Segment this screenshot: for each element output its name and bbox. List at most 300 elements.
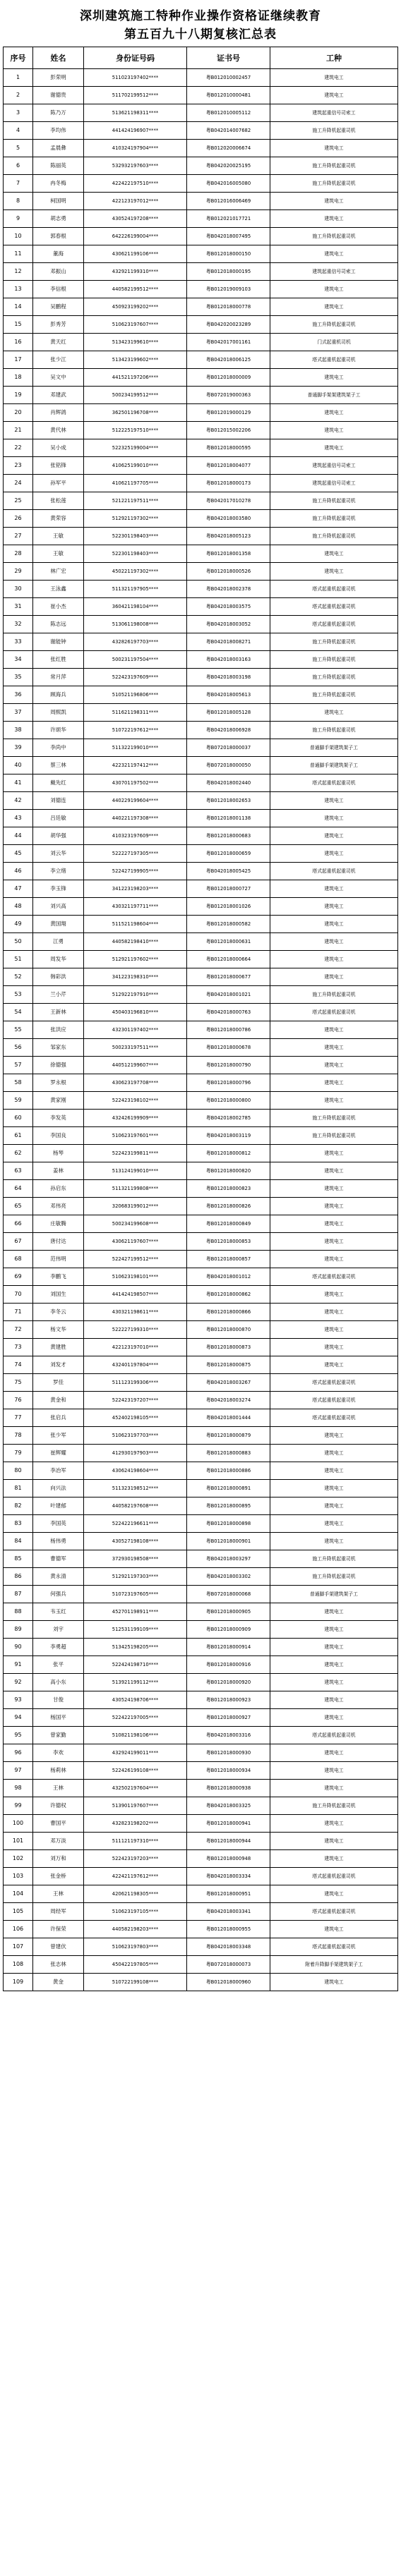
cell-index: 58: [4, 1074, 33, 1092]
cell-certificate-number: 粤B012018000659: [187, 845, 270, 863]
cell-job-type: 建筑电工: [270, 1057, 398, 1074]
table-row: [4, 968, 398, 986]
cell-index: 101: [4, 1833, 33, 1850]
cell-job-type: 建筑电工: [270, 1286, 398, 1304]
cell-certificate-number: 粤B012018000886: [187, 1462, 270, 1480]
cell-name: 叶建郁: [33, 1497, 84, 1515]
cell-index: 37: [4, 704, 33, 722]
cell-id-number: 450221197302****: [84, 563, 187, 581]
cell-job-type: 建筑电工: [270, 1780, 398, 1797]
cell-name: 高小东: [33, 1674, 84, 1691]
cell-name: 邓振山: [33, 263, 84, 281]
cell-id-number: 510722197612****: [84, 722, 187, 739]
cell-certificate-number: 粤B012018000631: [187, 933, 270, 951]
table-row: [4, 87, 398, 104]
cell-certificate-number: 粤B042018003163: [187, 651, 270, 669]
cell-index: 46: [4, 863, 33, 880]
cell-certificate-number: 粤B012018000526: [187, 563, 270, 581]
cell-job-type: 施工升降机起重司机: [270, 986, 398, 1004]
cell-index: 3: [4, 104, 33, 122]
cell-index: 31: [4, 598, 33, 616]
table-row: [4, 616, 398, 633]
cell-id-number: 512531199109****: [84, 1621, 187, 1639]
table-row: [4, 598, 398, 616]
cell-id-number: 511621198311****: [84, 704, 187, 722]
cell-certificate-number: 粤B012018000826: [187, 1198, 270, 1215]
cell-id-number: 430524198706****: [84, 1691, 187, 1709]
cell-id-number: 440229199604****: [84, 792, 187, 810]
cell-name: 黄荣容: [33, 510, 84, 528]
table-row: [4, 175, 398, 193]
cell-certificate-number: 粤B012018000923: [187, 1691, 270, 1709]
cell-certificate-number: 粤B012018000883: [187, 1445, 270, 1462]
cell-certificate-number: 粤B012018000927: [187, 1709, 270, 1727]
table-row: [4, 1656, 398, 1674]
cell-name: 庄敏腾: [33, 1215, 84, 1233]
cell-job-type: 施工升降机起重司机: [270, 175, 398, 193]
cell-name: 邓建武: [33, 387, 84, 404]
table-row: [4, 1233, 398, 1251]
table-row: [4, 510, 398, 528]
cell-id-number: 510821198106****: [84, 1727, 187, 1744]
cell-id-number: 432301197402****: [84, 1021, 187, 1039]
cell-index: 16: [4, 334, 33, 351]
cell-certificate-number: 粤B012018000875: [187, 1356, 270, 1374]
cell-certificate-number: 粤B012018000812: [187, 1145, 270, 1162]
table-row: [4, 1321, 398, 1339]
cell-id-number: 513423199610****: [84, 334, 187, 351]
cell-name: 杨莉林: [33, 1762, 84, 1780]
table-row: [4, 1833, 398, 1850]
cell-job-type: 施工升降机起重司机: [270, 157, 398, 175]
cell-certificate-number: 粤B012010002457: [187, 69, 270, 87]
cell-job-type: 建筑电工: [270, 1198, 398, 1215]
cell-job-type: 施工升降机起重司机: [270, 686, 398, 704]
cell-certificate-number: 粤B012018000941: [187, 1815, 270, 1833]
cell-id-number: 522422197005****: [84, 1709, 187, 1727]
cell-id-number: 511023197402****: [84, 69, 187, 87]
table-row: [4, 1356, 398, 1374]
table-row: [4, 1744, 398, 1762]
table-row: [4, 492, 398, 510]
cell-certificate-number: 粤B012018000948: [187, 1850, 270, 1868]
table-row: [4, 845, 398, 863]
cell-job-type: 建筑起重信号司索工: [270, 457, 398, 475]
cell-job-type: 建筑起重信号司索工: [270, 475, 398, 492]
cell-name: 许保荣: [33, 1921, 84, 1938]
cell-job-type: 建筑电工: [270, 898, 398, 916]
cell-name: 罗佳: [33, 1374, 84, 1392]
cell-id-number: 522427199512****: [84, 1251, 187, 1268]
cell-name: 李均伟: [33, 122, 84, 140]
cell-job-type: 施工升降机起重司机: [270, 122, 398, 140]
cell-name: 韦玉红: [33, 1603, 84, 1621]
cell-job-type: 建筑电工: [270, 245, 398, 263]
cell-name: 罗永根: [33, 1074, 84, 1092]
cell-certificate-number: 粤B042018000763: [187, 1004, 270, 1021]
cell-job-type: 建筑电工: [270, 369, 398, 387]
cell-job-type: 建筑电工: [270, 193, 398, 210]
table-row: [4, 1974, 398, 1991]
table-row: [4, 104, 398, 122]
table-row: [4, 1021, 398, 1039]
table-row: [4, 1180, 398, 1198]
cell-job-type: 建筑电工: [270, 140, 398, 157]
cell-certificate-number: 粤B012018000951: [187, 1885, 270, 1903]
cell-name: 张少军: [33, 1427, 84, 1445]
cell-name: 崔辉耀: [33, 1445, 84, 1462]
cell-index: 77: [4, 1409, 33, 1427]
cell-certificate-number: 粤B042018003580: [187, 510, 270, 528]
table-row: [4, 1797, 398, 1815]
cell-name: 顾海兵: [33, 686, 84, 704]
cell-job-type: 附着升降脚手架建筑架子工: [270, 1956, 398, 1974]
cell-index: 18: [4, 369, 33, 387]
cell-index: 74: [4, 1356, 33, 1374]
cell-index: 38: [4, 722, 33, 739]
cell-index: 17: [4, 351, 33, 369]
cell-index: 52: [4, 968, 33, 986]
cell-certificate-number: 粤B042018007495: [187, 228, 270, 245]
cell-name: 王敏: [33, 528, 84, 545]
cell-certificate-number: 粤B012018000891: [187, 1480, 270, 1497]
cell-id-number: 513061198008****: [84, 616, 187, 633]
cell-id-number: 440221197308****: [84, 810, 187, 827]
cell-name: 彭秀芳: [33, 316, 84, 334]
cell-certificate-number: 粤B012010005112: [187, 104, 270, 122]
cell-name: 董海: [33, 245, 84, 263]
cell-certificate-number: 粤B012018000866: [187, 1304, 270, 1321]
cell-job-type: 施工升降机起重司机: [270, 633, 398, 651]
table-row: [4, 263, 398, 281]
cell-id-number: 510623197703****: [84, 1427, 187, 1445]
cell-certificate-number: 粤B042018001444: [187, 1409, 270, 1427]
cell-index: 12: [4, 263, 33, 281]
cell-job-type: 建筑电工: [270, 792, 398, 810]
cell-certificate-number: 粤B012018000901: [187, 1533, 270, 1550]
cell-id-number: 430701197502****: [84, 774, 187, 792]
cell-job-type: 塔式起重机起重司机: [270, 774, 398, 792]
cell-index: 68: [4, 1251, 33, 1268]
cell-index: 63: [4, 1162, 33, 1180]
cell-job-type: 建筑电工: [270, 1321, 398, 1339]
cell-name: 曾建伏: [33, 1938, 84, 1956]
cell-index: 32: [4, 616, 33, 633]
cell-index: 10: [4, 228, 33, 245]
cell-name: 李玉锋: [33, 880, 84, 898]
table-row: [4, 1621, 398, 1639]
table-row: [4, 563, 398, 581]
cell-name: 杨琴: [33, 1145, 84, 1162]
cell-name: 曹德军: [33, 1550, 84, 1568]
cell-index: 53: [4, 986, 33, 1004]
cell-id-number: 511123199306****: [84, 1374, 187, 1392]
table-row: [4, 210, 398, 228]
cell-index: 98: [4, 1780, 33, 1797]
cell-index: 43: [4, 810, 33, 827]
cell-certificate-number: 粤B042018003334: [187, 1868, 270, 1885]
cell-id-number: 432426199909****: [84, 1110, 187, 1127]
cell-name: 兰小芹: [33, 986, 84, 1004]
cell-certificate-number: 粤B072018000050: [187, 757, 270, 774]
cell-name: 王泳鑫: [33, 581, 84, 598]
cell-index: 26: [4, 510, 33, 528]
cell-id-number: 410625199010****: [84, 457, 187, 475]
cell-job-type: 建筑电工: [270, 210, 398, 228]
table-row: [4, 898, 398, 916]
header-index: 序号: [4, 47, 33, 69]
cell-index: 20: [4, 404, 33, 422]
cell-name: 邓伟亮: [33, 1198, 84, 1215]
cell-job-type: 建筑电工: [270, 1621, 398, 1639]
cell-job-type: 建筑电工: [270, 827, 398, 845]
cell-index: 48: [4, 898, 33, 916]
table-row: [4, 1409, 398, 1427]
cell-index: 2: [4, 87, 33, 104]
table-row: [4, 1956, 398, 1974]
cell-certificate-number: 粤B012018000595: [187, 439, 270, 457]
cell-job-type: 建筑电工: [270, 1744, 398, 1762]
cell-name: 王敏: [33, 545, 84, 563]
cell-job-type: 建筑电工: [270, 1233, 398, 1251]
cell-index: 21: [4, 422, 33, 439]
cell-index: 49: [4, 916, 33, 933]
cell-id-number: 510623198101****: [84, 1268, 187, 1286]
cell-id-number: 440512199607****: [84, 1057, 187, 1074]
cell-id-number: 441424198507****: [84, 1286, 187, 1304]
table-row: [4, 1903, 398, 1921]
table-row: [4, 916, 398, 933]
cell-job-type: 建筑电工: [270, 1092, 398, 1110]
cell-name: 黄永清: [33, 1568, 84, 1586]
cell-index: 72: [4, 1321, 33, 1339]
cell-certificate-number: 粤B012015002206: [187, 422, 270, 439]
cell-id-number: 510623197105****: [84, 1903, 187, 1921]
table-row: [4, 1127, 398, 1145]
cell-index: 94: [4, 1709, 33, 1727]
table-row: [4, 157, 398, 175]
table-row: [4, 475, 398, 492]
cell-name: 张启兵: [33, 1409, 84, 1427]
cell-name: 黄建胜: [33, 1339, 84, 1356]
cell-index: 42: [4, 792, 33, 810]
cell-index: 107: [4, 1938, 33, 1956]
cell-id-number: 522325199004****: [84, 439, 187, 457]
cell-id-number: 513921199112****: [84, 1674, 187, 1691]
cell-job-type: 建筑电工: [270, 1251, 398, 1268]
cell-index: 41: [4, 774, 33, 792]
cell-job-type: 建筑电工: [270, 404, 398, 422]
cell-certificate-number: 粤B012018000150: [187, 245, 270, 263]
cell-id-number: 320683199012****: [84, 1198, 187, 1215]
cell-certificate-number: 粤B042018003267: [187, 1374, 270, 1392]
cell-job-type: 建筑电工: [270, 880, 398, 898]
cell-index: 69: [4, 1268, 33, 1286]
cell-name: 黄金: [33, 1974, 84, 1991]
cell-index: 40: [4, 757, 33, 774]
cell-id-number: 432921199310****: [84, 263, 187, 281]
cell-id-number: 341223198203****: [84, 880, 187, 898]
cell-index: 44: [4, 827, 33, 845]
header-id-number: 身份证号码: [84, 47, 187, 69]
cell-job-type: 塔式起重机起重司机: [270, 1409, 398, 1427]
cell-name: 林广宏: [33, 563, 84, 581]
table-row: [4, 810, 398, 827]
cell-job-type: 建筑电工: [270, 281, 398, 298]
cell-certificate-number: 粤B042018003575: [187, 598, 270, 616]
cell-job-type: 普通脚手架建筑架子工: [270, 757, 398, 774]
cell-certificate-number: 粤B012018000786: [187, 1021, 270, 1039]
cell-certificate-number: 粤B012018000683: [187, 827, 270, 845]
cell-name: 韩彩洪: [33, 968, 84, 986]
cell-index: 22: [4, 439, 33, 457]
cell-job-type: 塔式起重机起重司机: [270, 1268, 398, 1286]
cell-id-number: 432401197804****: [84, 1356, 187, 1374]
cell-name: 刘宇: [33, 1621, 84, 1639]
review-summary-table: [3, 47, 398, 1991]
cell-name: 李鹏飞: [33, 1268, 84, 1286]
cell-index: 59: [4, 1092, 33, 1110]
cell-index: 95: [4, 1727, 33, 1744]
cell-certificate-number: 粤B012018000849: [187, 1215, 270, 1233]
cell-job-type: 塔式起重机起重司机: [270, 1392, 398, 1409]
table-row: [4, 1445, 398, 1462]
table-row: [4, 1092, 398, 1110]
cell-name: 谢德贵: [33, 87, 84, 104]
cell-id-number: 522423197609****: [84, 669, 187, 686]
cell-name: 陈乃万: [33, 104, 84, 122]
cell-name: 杨国平: [33, 1709, 84, 1727]
cell-name: 谢能钟: [33, 633, 84, 651]
cell-certificate-number: 粤B042018006928: [187, 722, 270, 739]
table-row: [4, 1691, 398, 1709]
cell-certificate-number: 粤B042018003325: [187, 1797, 270, 1815]
cell-certificate-number: 粤B042018003119: [187, 1127, 270, 1145]
cell-job-type: 建筑电工: [270, 951, 398, 968]
cell-id-number: 441521197206****: [84, 369, 187, 387]
table-row: [4, 1586, 398, 1603]
cell-id-number: 430621199106****: [84, 245, 187, 263]
header-certificate-number: 证书号: [187, 47, 270, 69]
cell-certificate-number: 粤B012018000862: [187, 1286, 270, 1304]
cell-index: 61: [4, 1127, 33, 1145]
cell-name: 郭春根: [33, 228, 84, 245]
cell-name: 张志林: [33, 1956, 84, 1974]
cell-certificate-number: 粤B012018005128: [187, 704, 270, 722]
cell-index: 11: [4, 245, 33, 263]
cell-id-number: 430623197708****: [84, 1074, 187, 1092]
cell-index: 88: [4, 1603, 33, 1621]
cell-certificate-number: 粤B042018003198: [187, 669, 270, 686]
cell-index: 23: [4, 457, 33, 475]
cell-certificate-number: 粤B012018000873: [187, 1339, 270, 1356]
table-row: [4, 1039, 398, 1057]
table-row: [4, 122, 398, 140]
cell-job-type: 普通脚手架建筑架子工: [270, 1586, 398, 1603]
cell-id-number: 511321199808****: [84, 1180, 187, 1198]
cell-id-number: 450422197805****: [84, 1956, 187, 1974]
cell-name: 王林: [33, 1885, 84, 1903]
cell-certificate-number: 粤B042018003302: [187, 1568, 270, 1586]
cell-index: 54: [4, 1004, 33, 1021]
cell-name: 张洪应: [33, 1021, 84, 1039]
cell-name: 蔡三林: [33, 757, 84, 774]
cell-job-type: 建筑电工: [270, 1480, 398, 1497]
table-row: [4, 1162, 398, 1180]
cell-certificate-number: 粤B012018000820: [187, 1162, 270, 1180]
table-row: [4, 1850, 398, 1868]
cell-job-type: 施工升降机起重司机: [270, 316, 398, 334]
cell-job-type: 建筑电工: [270, 87, 398, 104]
cell-name: 刘国生: [33, 1286, 84, 1304]
cell-id-number: 430621197607****: [84, 1233, 187, 1251]
cell-certificate-number: 粤B012020006674: [187, 140, 270, 157]
cell-job-type: 塔式起重机起重司机: [270, 1004, 398, 1021]
cell-job-type: 建筑电工: [270, 1427, 398, 1445]
cell-certificate-number: 粤B012018000938: [187, 1780, 270, 1797]
table-row: [4, 1762, 398, 1780]
cell-index: 81: [4, 1480, 33, 1497]
cell-certificate-number: 粤B012018001138: [187, 810, 270, 827]
cell-certificate-number: 粤B012010000481: [187, 87, 270, 104]
table-row: [4, 1938, 398, 1956]
cell-certificate-number: 粤B012018000173: [187, 475, 270, 492]
cell-index: 45: [4, 845, 33, 863]
cell-job-type: 建筑电工: [270, 1815, 398, 1833]
cell-job-type: 施工升降机起重司机: [270, 1110, 398, 1127]
cell-index: 65: [4, 1198, 33, 1215]
cell-id-number: 511323198512****: [84, 1480, 187, 1497]
cell-certificate-number: 粤B012018000778: [187, 298, 270, 316]
cell-certificate-number: 粤B042018005613: [187, 686, 270, 704]
cell-index: 66: [4, 1215, 33, 1233]
cell-job-type: 施工升降机起重司机: [270, 1550, 398, 1568]
cell-certificate-number: 粤B042018002440: [187, 774, 270, 792]
cell-index: 83: [4, 1515, 33, 1533]
cell-certificate-number: 粤B042017010278: [187, 492, 270, 510]
cell-id-number: 500233197511****: [84, 1039, 187, 1057]
cell-job-type: 建筑电工: [270, 1339, 398, 1356]
cell-id-number: 512921197302****: [84, 510, 187, 528]
cell-id-number: 521221197511****: [84, 492, 187, 510]
table-row: [4, 827, 398, 845]
table-row: [4, 228, 398, 245]
cell-index: 47: [4, 880, 33, 898]
table-row: [4, 1286, 398, 1304]
cell-index: 96: [4, 1744, 33, 1762]
cell-index: 64: [4, 1180, 33, 1198]
cell-index: 39: [4, 739, 33, 757]
cell-certificate-number: 粤B012018000905: [187, 1603, 270, 1621]
cell-id-number: 341223198310****: [84, 968, 187, 986]
cell-name: 戴先红: [33, 774, 84, 792]
cell-certificate-number: 粤B042018003274: [187, 1392, 270, 1409]
cell-id-number: 522423197203****: [84, 1850, 187, 1868]
table-row: [4, 792, 398, 810]
cell-index: 6: [4, 157, 33, 175]
cell-name: 冉冬梅: [33, 175, 84, 193]
cell-certificate-number: 粤B012018000796: [187, 1074, 270, 1092]
cell-job-type: 建筑电工: [270, 1497, 398, 1515]
table-row: [4, 140, 398, 157]
cell-id-number: 512921197602****: [84, 951, 187, 968]
cell-job-type: 建筑电工: [270, 1656, 398, 1674]
cell-id-number: 410324197904****: [84, 140, 187, 157]
cell-id-number: 500234199608****: [84, 1215, 187, 1233]
cell-id-number: 432502197604****: [84, 1780, 187, 1797]
cell-id-number: 522423199811****: [84, 1145, 187, 1162]
cell-job-type: 建筑电工: [270, 1974, 398, 1991]
